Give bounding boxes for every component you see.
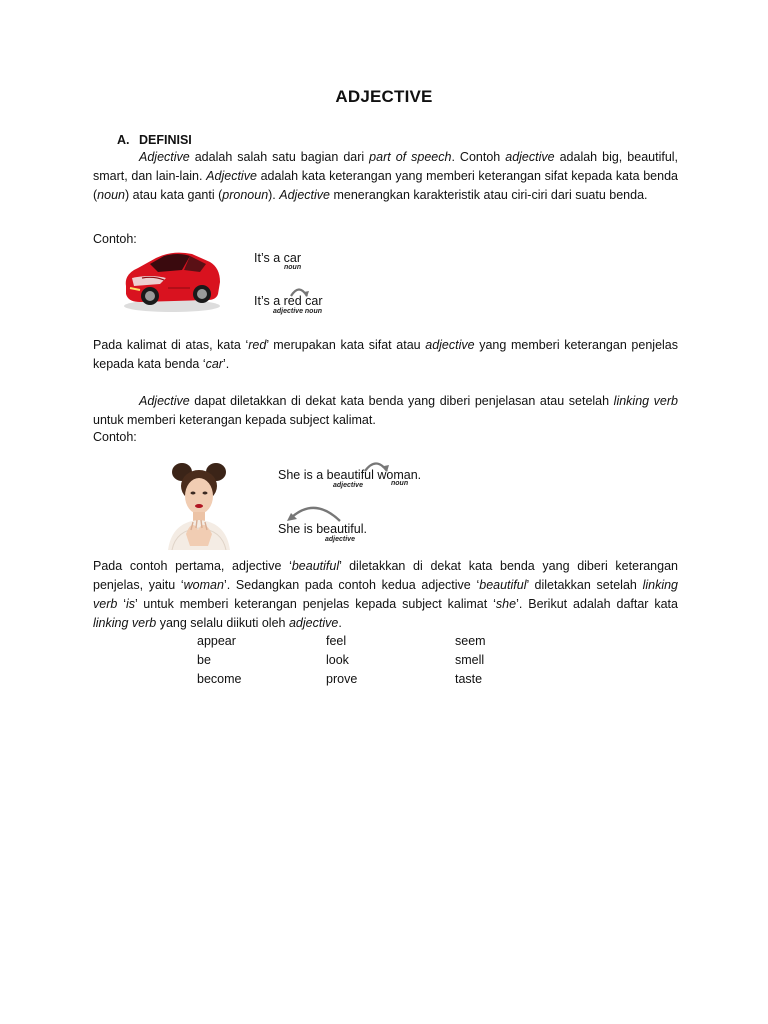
section-number: A. xyxy=(117,133,130,147)
list-item: become xyxy=(197,672,242,686)
example-sentence-beautiful-woman: She is a beautiful woman. xyxy=(278,468,422,482)
list-item: feel xyxy=(326,634,347,648)
annotation-adjective-noun: adjective noun xyxy=(273,308,323,315)
list-item: seem xyxy=(455,634,486,648)
curved-arrow-icon xyxy=(285,503,343,523)
section-heading xyxy=(117,133,192,147)
example-sentence-car: It’s a car xyxy=(254,251,302,265)
section-title: DEFINISI xyxy=(139,133,192,147)
list-item: be xyxy=(197,653,211,667)
list-item: prove xyxy=(326,672,358,686)
linking-verb-paragraph: Pada contoh pertama, adjective ‘beautiful’ diletakkan di dekat kata benda yang diberi keterangan penjelas, yaitu ‘woman’. Sedangkan pada contoh kedua adjective ‘beautiful’ diletakkan setelah linking verb ‘is’ untuk memberi keterangan penjelas kepada subject kalimat ‘she’. Berikut adalah daftar kata linking verb yang selalu diikuti oleh adjective. xyxy=(93,559,678,630)
annotation-adjective: adjective xyxy=(333,482,363,489)
linking-verb-list xyxy=(197,632,584,689)
page-title: ADJECTIVE xyxy=(335,87,433,106)
list-item: taste xyxy=(455,672,483,686)
list-row xyxy=(197,670,584,689)
woman-portrait-illustration xyxy=(158,460,240,550)
list-row xyxy=(197,651,584,670)
example-label-1: Contoh: xyxy=(93,232,137,246)
annotation-noun: noun xyxy=(284,264,302,271)
example-label-2: Contoh: xyxy=(93,430,137,444)
example-sentence-she-is-beautiful: She is beautiful. xyxy=(278,522,367,536)
red-car-illustration xyxy=(120,248,224,314)
explanation-paragraph: Pada kalimat di atas, kata ‘red’ merupakan kata sifat atau adjective yang memberi keterangan penjelas kepada kata benda ‘car’. xyxy=(93,338,678,371)
list-item: look xyxy=(326,653,349,667)
list-item: appear xyxy=(197,634,236,648)
list-row xyxy=(197,632,584,651)
example-sentence-red-car: It’s a red car xyxy=(254,294,323,308)
list-item: smell xyxy=(455,653,485,667)
placement-paragraph: Adjective dapat diletakkan di dekat kata benda yang diberi penjelasan atau setelah linking verb untuk memberi keterangan kepada subject kalimat. xyxy=(93,394,678,427)
annotation-noun: noun xyxy=(391,480,409,487)
annotation-adjective: adjective xyxy=(325,536,355,543)
definition-paragraph: Adjective adalah salah satu bagian dari part of speech. Contoh adjective adalah big, beautiful, smart, dan lain-lain. Adjective adalah kata keterangan yang memberi keterangan sifat kepada kata benda (noun) atau kata ganti (pronoun). Adjective menerangkan karakteristik atau ciri-ciri dari suatu benda. xyxy=(93,150,679,202)
